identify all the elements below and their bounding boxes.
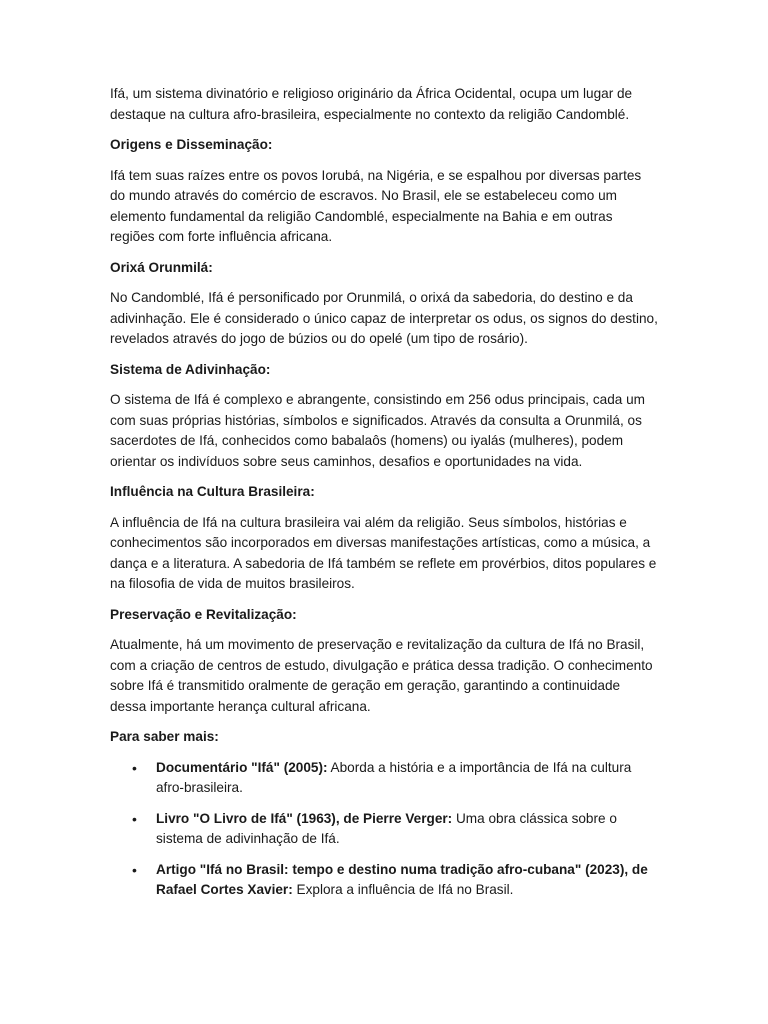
section-paragraph-influencia: A influência de Ifá na cultura brasileira vai além da religião. Seus símbolos, histórias e conhecimentos são incorporados em diversas manifestações artísticas, como a música, a dança e a literatura. A sabedoria de Ifá também se reflete em provérbios, ditos populares e na filosofia de vida de muitos brasileiros. [110, 514, 657, 591]
bullet-icon: • [132, 810, 137, 827]
intro-paragraph: Ifá, um sistema divinatório e religioso originário da África Ocidental, ocupa um lugar de destaque na cultura afro-brasileira, especialmente no contexto da religião Candomblé. [110, 86, 633, 122]
section-paragraph-origens: Ifá tem suas raízes entre os povos Iorubá, na Nigéria, e se espalhou por diversas partes do mundo através do comércio de escravos. No Brasil, ele se estabeleceu como um elemento fundamental da religião Candomblé, especialmente na Bahia e em outras regiões com forte influência africana. [110, 167, 642, 244]
section-paragraph-preservacao: Atualmente, há um movimento de preservação e revitalização da cultura de Ifá no Brasil, com a criação de centros de estudo, divulgação e prática dessa tradição. O conhecimento sobre Ifá é transmitido oralmente de geração em geração, garantindo a continuidade dessa importante herança cultural africana. [110, 637, 653, 714]
section-heading-adivinhacao: Sistema de Adivinhação: [110, 361, 271, 377]
list-item [110, 809, 660, 850]
section-heading-influencia: Influência na Cultura Brasileira: [110, 484, 315, 499]
section-heading-orunmila: Orixá Orunmilá: [110, 259, 213, 275]
document-body [110, 84, 660, 911]
list-item-title: Documentário "Ifá" (2005): [156, 759, 328, 775]
list-item-title: Livro "O Livro de Ifá" (1963), de Pierre Verger: [156, 810, 453, 826]
bullet-icon: • [132, 759, 137, 776]
list-item-text: Uma obra clássica sobre o sistema de adivinhação de Ifá. [156, 810, 617, 846]
section-heading-origens: Origens e Disseminação: [110, 137, 273, 152]
list-item-text: Aborda a história e a importância de Ifá na cultura afro-brasileira. [156, 759, 632, 795]
more-heading: Para saber mais: [110, 729, 219, 744]
section-paragraph-orunmila: No Candomblé, Ifá é personificado por Orunmilá, o orixá da sabedoria, do destino e da adivinhação. Ele é considerado o único capaz de interpretar os odus, os signos do destino, revelados através do jogo de búzios ou do opelé (um tipo de rosário). [110, 290, 658, 346]
list-item [110, 860, 660, 901]
section-paragraph-adivinhacao: O sistema de Ifá é complexo e abrangente, consistindo em 256 odus principais, cada um com suas próprias histórias, símbolos e significados. Através da consulta a Orunmilá, os sacerdotes de Ifá, conhecidos como babalaôs (homens) ou iyalás (mulheres), podem orientar os indivíduos sobre seus caminhos, desafios e oportunidades na vida. [110, 392, 645, 469]
list-item [110, 758, 660, 799]
list-item-title: Artigo "Ifá no Brasil: tempo e destino numa tradição afro-cubana" (2023), de Rafael Cortes Xavier: [156, 861, 648, 897]
section-heading-preservacao: Preservação e Revitalização: [110, 606, 297, 622]
list-item-text: Explora a influência de Ifá no Brasil. [292, 882, 514, 897]
bullet-icon: • [132, 861, 137, 878]
more-list [110, 758, 660, 901]
